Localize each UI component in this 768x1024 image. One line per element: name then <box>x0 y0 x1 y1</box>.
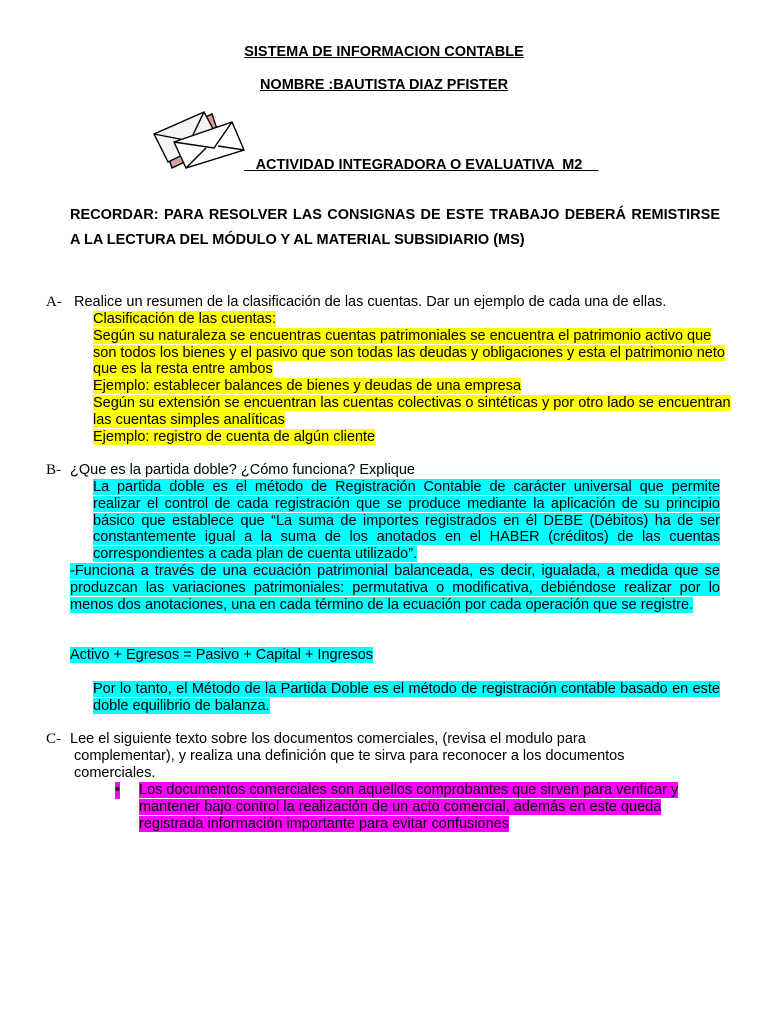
section-c-letter: C- <box>46 731 61 747</box>
section-c-answer: Los documentos comerciales son aquellos comprobantes que sirven para verificar y mantener bajo control la realización de un acto comercial, además en este queda registrada información importante para evitar confusiones <box>139 782 679 832</box>
section-a-answer-example-2: Ejemplo: registro de cuenta de algún cliente <box>93 428 376 445</box>
section-b-letter: B- <box>46 462 61 478</box>
section-c-bullet: • <box>115 782 121 798</box>
section-a-answer-extension: Según su extensión se encuentran las cuentas colectivas o sintéticas y por otro lado se encuentran las cuentas simples analíticas <box>93 394 731 428</box>
document-title: SISTEMA DE INFORMACION CONTABLE <box>244 44 524 60</box>
student-name: NOMBRE :BAUTISTA DIAZ PFISTER <box>259 77 509 93</box>
section-b-equation: Activo + Egresos = Pasivo + Capital + Ingresos <box>70 647 374 663</box>
section-b-function: -Funciona a través de una ecuación patrimonial balanceada, es decir, igualada, a medida que se produzcan las variaciones patrimoniales: permutativa o modificativa, debiéndose realizar por lo menos dos anotaciones, una en cada término de la ecuación por cada operación que se registre. <box>70 563 720 613</box>
section-b-question: ¿Que es la partida doble? ¿Cómo funciona? Explique <box>70 462 415 478</box>
envelope-icon <box>148 108 248 170</box>
section-b-definition: La partida doble es el método de Registración Contable de carácter universal que permite realizar el control de cada registración que se produce mediante la aplicación de su principio básico que establece que “La suma de importes registrados en él DEBE (Débitos) ha de ser constantemente igual a la suma de los anotados en el HABER (créditos) de las cuentas correspondientes a cada plan de cuenta utilizado”. <box>93 479 720 563</box>
section-a-question: Realice un resumen de la clasificación de las cuentas. Dar un ejemplo de cada una de ellas. <box>74 294 667 310</box>
section-a-answer-example-1: Ejemplo: establecer balances de bienes y deudas de una empresa <box>93 378 522 395</box>
section-c-question: Lee el siguiente texto sobre los documentos comerciales, (revisa el modulo para complementar), y realiza una definición que te sirva para reconocer a los documentos comerciales. <box>70 731 625 781</box>
section-a-answer-title: Clasificación de las cuentas: <box>93 311 276 327</box>
section-a-letter: A- <box>46 294 62 310</box>
reminder-paragraph: RECORDAR: PARA RESOLVER LAS CONSIGNAS DE ESTE TRABAJO DEBERÁ REMISTIRSE A LA LECTURA DEL MÓDULO Y AL MATERIAL SUBSIDIARIO (MS) <box>70 207 720 248</box>
section-a-answer-nature: Según su naturaleza se encuentras cuentas patrimoniales se encuentra el patrimonio activo que son todos los bienes y el pasivo que son todas las deudas y obligaciones y esta el patrimonio neto que es la resta entre ambos <box>93 327 725 378</box>
activity-heading: ACTIVIDAD INTEGRADORA O EVALUATIVA M2 <box>255 157 583 173</box>
section-b-conclusion: Por lo tanto, el Método de la Partida Doble es el método de registración contable basado en este doble equilibrio de balanza. <box>93 681 720 714</box>
